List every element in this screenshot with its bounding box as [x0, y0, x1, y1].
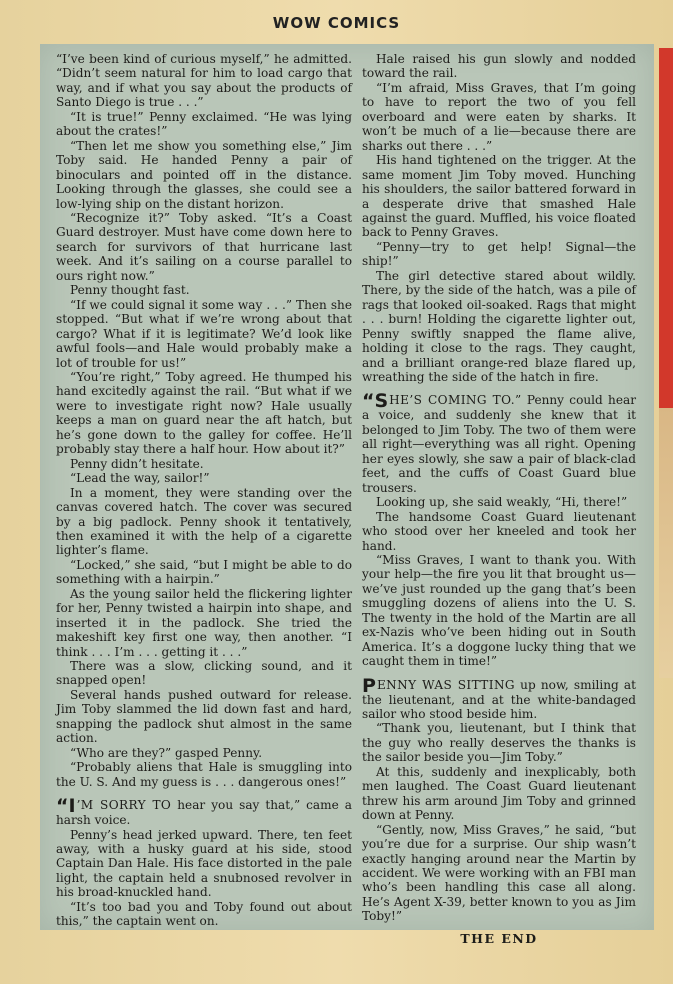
paragraph: “Miss Graves, I want to thank you. With your help—the fire you lit that brought us—we’ve just rounded up the gang that’s been smuggling dozens of aliens into the U. S. The twenty in the hold of the Martin are all ex-Nazis who’ve been hiding out in South America. It’s a doggone lucky thing that we caught them in time!” [362, 552, 636, 669]
paragraph: Penny’s head jerked upward. There, ten feet away, with a husky guard at his side, stood Captain Dan Hale. His face distorted in the pale light, the captain held a snubnosed revolver in his broad-knuckled hand. [56, 827, 352, 900]
paragraph: “You’re right,” Toby agreed. He thumped his hand excitedly against the rail. “But what if we were to investigate right now? Hale usually keeps a man on guard near the aft hatch, but he’s gone down to the galley for coffee. He’ll probably stay there a half hour. How about it?” [56, 369, 352, 457]
section-opening-paragraph [362, 390, 636, 495]
paragraph: The girl detective stared about wildly. There, by the side of the hatch, was a pile of rags that looked oil-soaked. Rags that might . . . burn! Holding the cigarette lighter out, Penny swiftly snapped the flame alive, holding it close to the rags. They caught, and a brilliant orange-red blaze flared up, wreathing the side of the hatch in fire. [362, 268, 636, 384]
paragraph: “Lead the way, sailor!” [70, 471, 210, 486]
drop-cap: “I [56, 795, 76, 818]
paragraph: “It is true!” Penny exclaimed. “He was lying about the crates!” [56, 109, 352, 139]
paragraph: “It’s too bad you and Toby found out about this,” the captain went on. [56, 899, 352, 929]
paragraph: His hand tightened on the trigger. At the same moment Jim Toby moved. Hunching his shoulders, the sailor battered forward in a desperate drive that smashed Hale against the guard. Muffled, his voice floated back to Penny Graves. [362, 153, 636, 240]
paragraph: In a moment, they were standing over the canvas covered hatch. The cover was secured by a big padlock. Penny shook it tentatively, then examined it with the help of a cigarette lighter’s flame. [56, 485, 352, 558]
page-header: WOW COMICS [272, 14, 401, 32]
right-column [362, 52, 636, 946]
paragraph: There was a slow, clicking sound, and it snapped open! [56, 659, 352, 688]
paragraph: “Probably aliens that Hale is smuggling into the U. S. And my guess is . . . dangerous ones!” [56, 760, 352, 789]
section-opening-paragraph [362, 674, 636, 722]
drop-cap: “S [362, 390, 389, 413]
paragraph: “Gently, now, Miss Graves,” he said, “but you’re due for a surprise. Our ship wasn’t exactly hanging around near the Martin by accident. We were working with an FBI man who’s been handling this case all along. He’s Agent X-39, better known to you as Jim Toby!” [362, 822, 636, 924]
paragraph: “Recognize it?” Toby asked. “It’s a Coast Guard destroyer. Must have come down here to search for survivors of that hurricane last week. And it’s sailing on a course parallel to ours right now.” [56, 210, 352, 283]
the-end-label: THE END [460, 930, 538, 946]
paragraph: Penny didn’t hesitate. [70, 456, 204, 471]
drop-cap: P [362, 674, 376, 697]
lead-in-caps: ENNY WAS SITTING [376, 677, 515, 692]
lead-in-caps: ’M SORRY TO [76, 798, 172, 813]
paragraph: “Who are they?” gasped Penny. [70, 745, 263, 760]
left-column [56, 52, 352, 929]
paragraph: Looking up, she said weakly, “Hi, there!” [376, 495, 628, 510]
paragraph: Hale raised his gun slowly and nodded toward the rail. [362, 52, 636, 81]
paragraph: “Locked,” she said, “but I might be able to do something with a hairpin.” [56, 557, 352, 587]
paragraph: Penny thought fast. [70, 283, 190, 298]
paragraph: “I’ve been kind of curious myself,” he admitted. “Didn’t seem natural for him to load cargo that way, and if what you say about the products of Santo Diego is true . . .” [56, 52, 352, 110]
paragraph-text: Penny could hear a voice, and suddenly she knew that it belonged to Jim Toby. The two of them were all right—everything was all right. Opening her eyes slowly, she saw a pair of black-clad feet, and the cuffs of Coast Guard blue trousers. [362, 393, 636, 495]
paragraph: The handsome Coast Guard lieutenant who stood over her kneeled and took her hand. [362, 509, 636, 553]
red-page-edge [659, 48, 673, 408]
paragraph-text: up now, smiling at the lieutenant, and at the white-bandaged sailor who stood beside him. [362, 677, 636, 722]
paragraph: As the young sailor held the flickering lighter for her, Penny twisted a hairpin into shape, and inserted it in the padlock. She tried the makeshift key first one way, then another. “I think . . . I’m . . . getting it . . .” [56, 586, 352, 659]
paragraph: “Penny—try to get help! Signal—the ship!” [362, 239, 636, 269]
paragraph: At this, suddenly and inexplicably, both men laughed. The Coast Guard lieutenant threw his arm around Jim Toby and grinned down at Penny. [362, 764, 636, 823]
section-opening-paragraph [56, 795, 352, 828]
paragraph-text: hear you say that,” came a harsh voice. [56, 798, 352, 828]
paragraph: “Thank you, lieutenant, but I think that the guy who really deserves the thanks is the sailor beside you—Jim Toby.” [362, 721, 636, 765]
paragraph: “Then let me show you something else,” Jim Toby said. He handed Penny a pair of binoculars and pointed off in the distance. Looking through the glasses, she could see a low-lying ship on the distant horizon. [56, 138, 352, 211]
paragraph: “I’m afraid, Miss Graves, that I’m going to have to report the two of you fell overboard and were eaten by sharks. It won’t be much of a lie—because there are sharks out there . . .” [362, 80, 636, 153]
lead-in-caps: HE’S COMING TO.” [389, 393, 522, 408]
paragraph: Several hands pushed outward for release. Jim Toby slammed the lid down fast and hard, snapping the padlock shut almost in the same action. [56, 687, 352, 746]
paragraph: “If we could signal it some way . . .” Then she stopped. “But what if we’re wrong about that cargo? What if it is legitimate? We’d look like awful fools—and Hale would probably make a lot of trouble for us!” [56, 297, 352, 370]
